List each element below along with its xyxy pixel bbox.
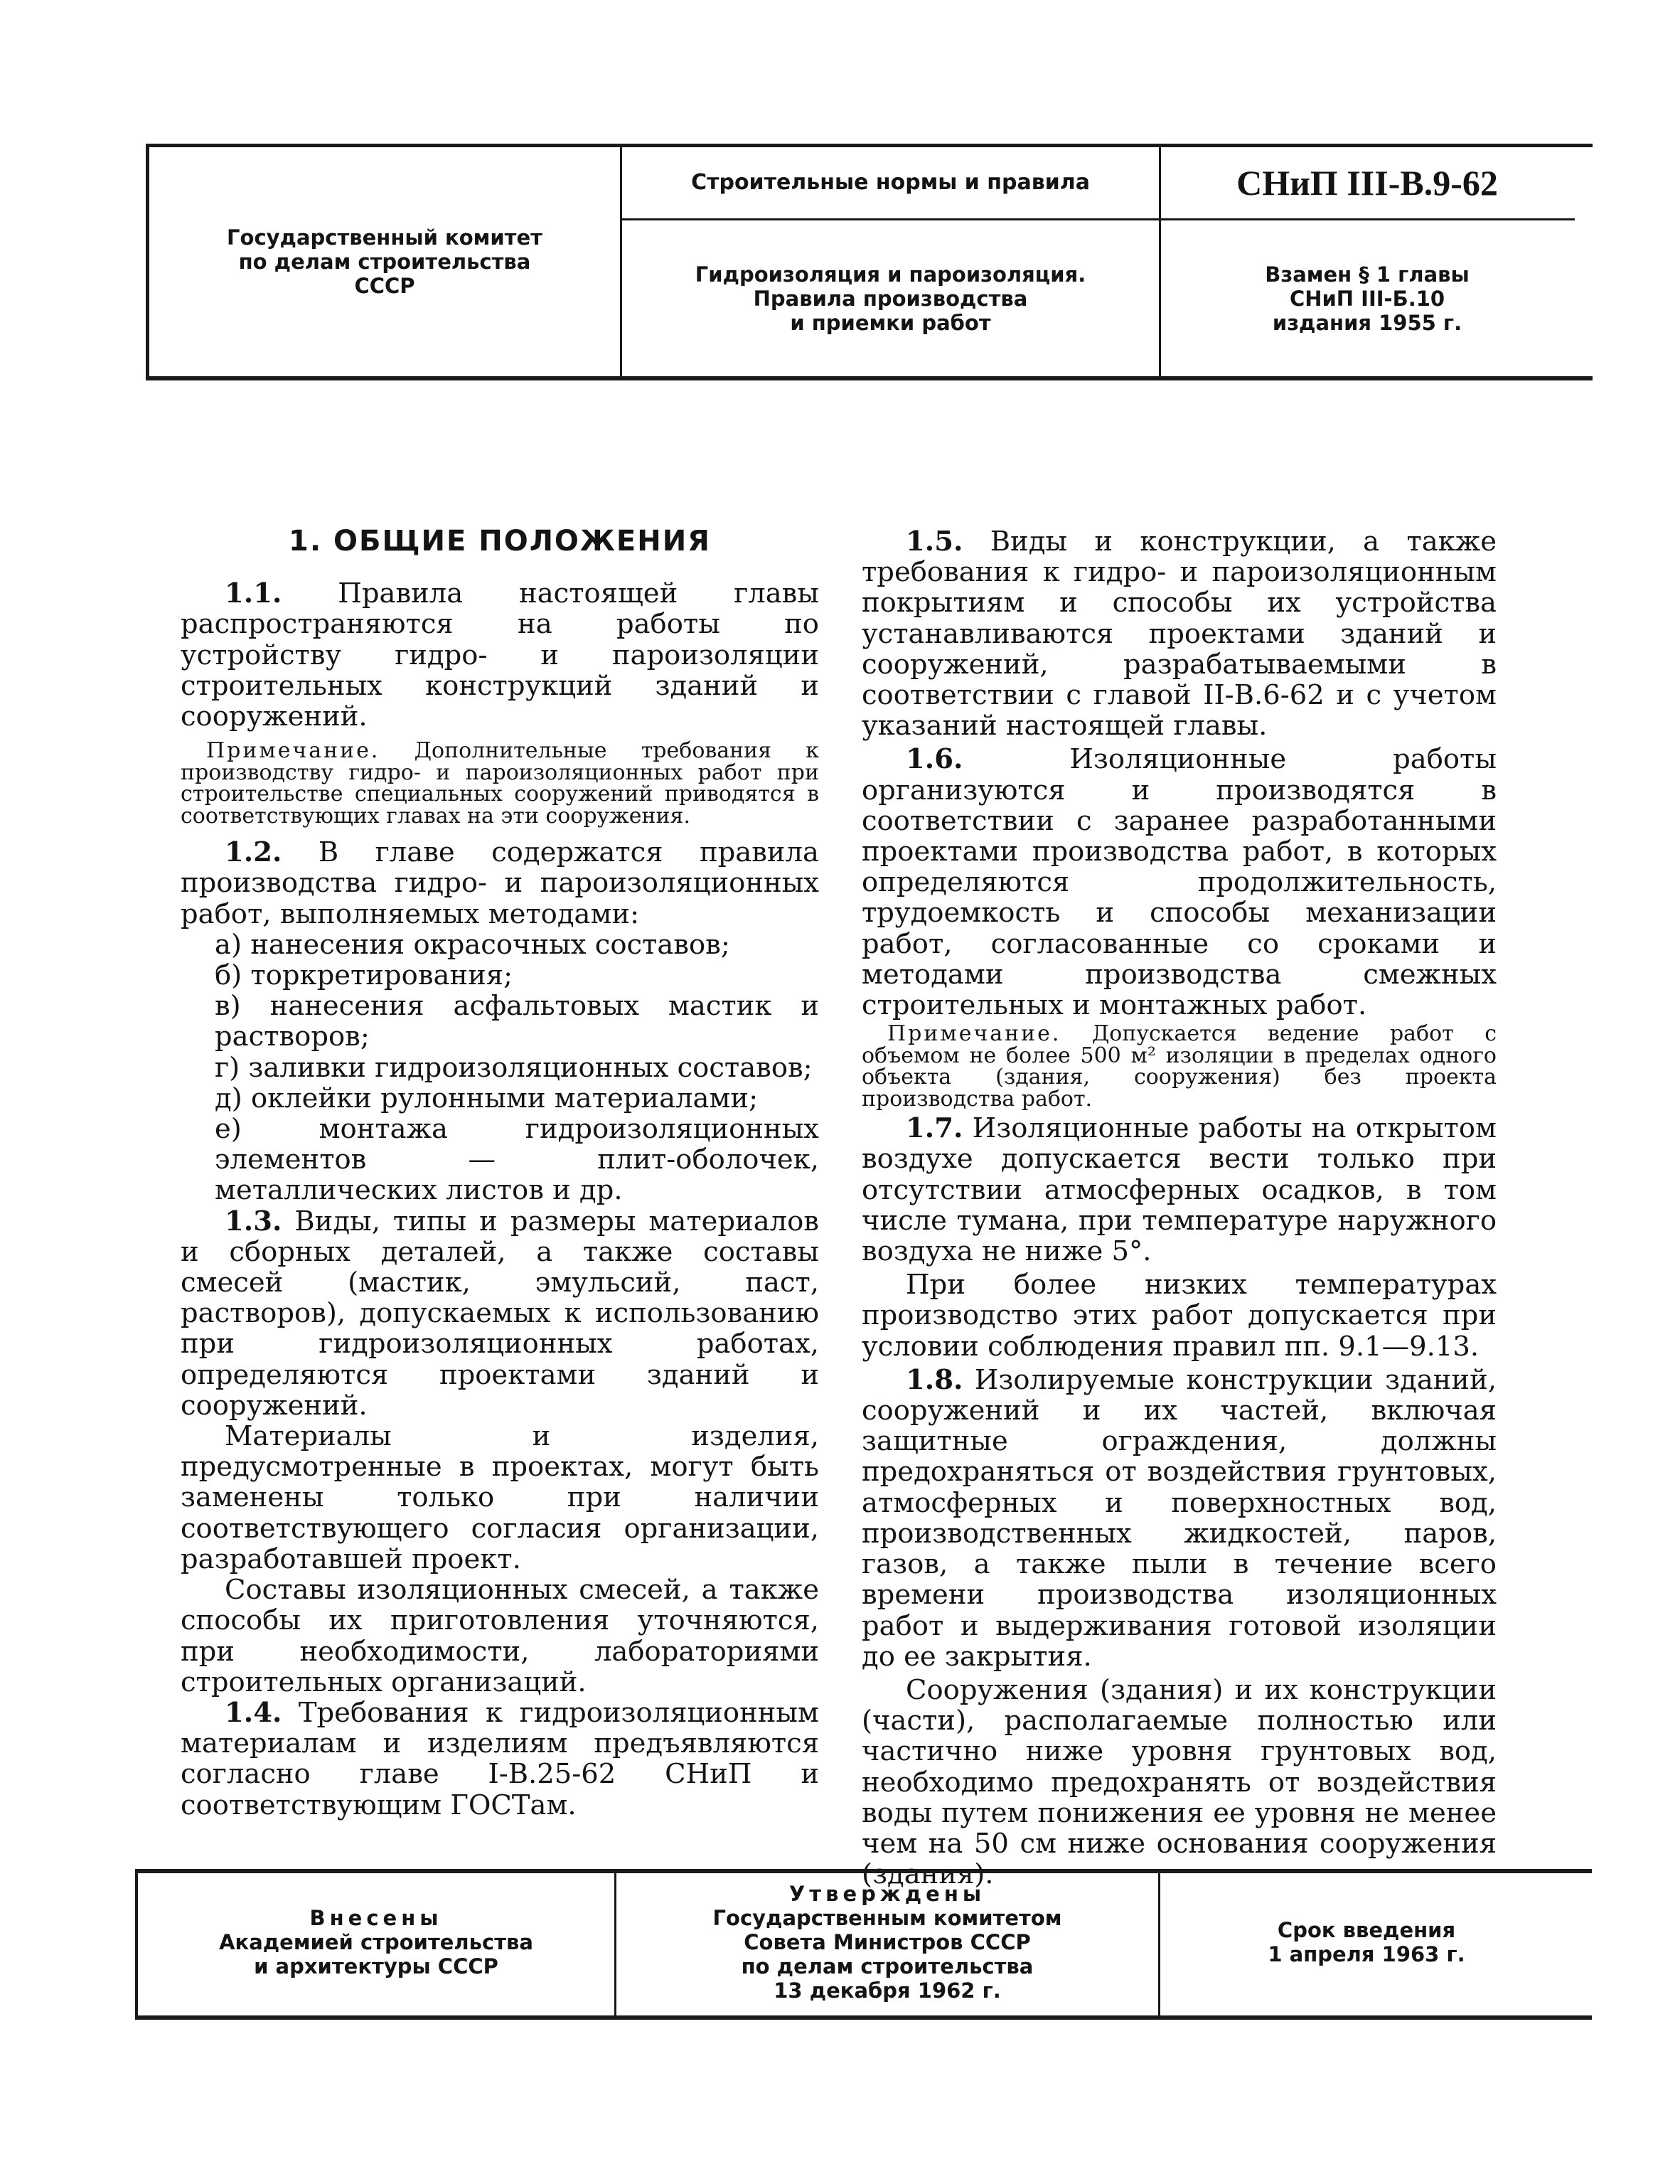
norms-label: Строительные нормы и правила (691, 170, 1090, 195)
effective-date: Срок введения 1 апреля 1963 г. (1268, 1918, 1465, 1966)
list-item: г) заливки гидроизоляционных составов; (215, 1051, 813, 1084)
paragraph-1-1 (181, 578, 819, 732)
list-item: б) торкретирования; (215, 959, 513, 992)
clause-number: 1.5. (906, 526, 963, 558)
paragraph-text: Виды и конструкции, а также требования к гидро- и пароизоляционным покрытиям и способы их устройства устанавливаются проектами зданий и сооружений, разрабатываемыми в соответствии с главой II-В.6-62 и с учетом указаний настоящей главы. (862, 526, 1497, 742)
paragraph-1-7 (862, 1113, 1497, 1267)
submitted-block (138, 1873, 614, 2011)
note-text: Дополнительные требования к производству гидро- и пароизоляционных работ при строительстве специальных сооружений приводятся в соответствующих главах на эти сооружения. (181, 738, 819, 829)
document-code: СНиП III-В.9-62 (1236, 163, 1498, 203)
paragraph-1-3-c: Составы изоляционных смесей, а также способы их приготовления уточняются, при необходимости, лабораториями строительных организаций. (181, 1574, 819, 1698)
paragraph-1-5 (862, 526, 1497, 741)
note-label: Примечание. (887, 1021, 1061, 1047)
paragraph-text: Изоляционные работы на открытом воздухе допускается вести только при отсутствии атмосферных осадков, в том числе тумана, при температуре наружного воздуха не ниже 5°. (862, 1112, 1497, 1268)
approved-label: Утверждены (788, 1882, 986, 1906)
note-2 (862, 1023, 1497, 1110)
paragraph-text: Требования к гидроизоляционным материалам и изделиям предъявляются согласно главе I-В.25-62 СНиП и соответствующим ГОСТам. (181, 1696, 819, 1821)
paragraph-1-8 (862, 1365, 1497, 1672)
note-label: Примечание. (206, 738, 380, 764)
submitted-by: Академией строительства и архитектуры СССР (219, 1930, 533, 1978)
clause-number: 1.1. (225, 577, 282, 610)
list-item: д) оклейки рулонными материалами; (215, 1082, 759, 1114)
document-title: Гидроизоляция и пароизоляция. Правила производства и приемки работ (695, 262, 1086, 335)
document-header (146, 144, 1593, 380)
paragraph-1-8-b: Сооружения (здания) и их конструкции (части), располагаемые полностью или частично ниже уровня грунтовых вод, необходимо предохранять от воздействия воды путем понижения ее уровня не менее чем на 50 см ниже основания сооружения (здания). (862, 1673, 1497, 1891)
paragraph-text: Изолируемые конструкции зданий, сооружений и их частей, включая защитные ограждения, должны предохраняться от воздействия грунтовых, атмосферных и поверхностных вод, производственных жидкостей, паров, газов, а также пыли в течение всего времени производства изоляционных работ и выдерживания готовой изоляции до ее закрытия. (862, 1363, 1497, 1673)
paragraph-1-3-b: Материалы и изделия, предусмотренные в проектах, могут быть заменены только при наличии соответствующего согласия организации, разработавшей проект. (181, 1420, 819, 1575)
clause-number: 1.6. (906, 743, 963, 776)
paragraph-text: Правила настоящей главы распространяются на работы по устройству гидро- и пароизоляции строительных конструкций зданий и сооружений. (181, 577, 819, 733)
paragraph-1-4 (181, 1698, 819, 1821)
paragraph-1-3 (181, 1206, 819, 1421)
clause-number: 1.7. (906, 1112, 963, 1145)
left-column (181, 526, 819, 1821)
clause-number: 1.2. (225, 836, 282, 869)
note-text: Допускается ведение работ с объемом не более 500 м² изоляции в пределах одного объекта (здания, сооружения) без проекта производства работ. (862, 1021, 1497, 1112)
replaces-note: Взамен § 1 главы СНиП III-Б.10 издания 1955 г. (1265, 262, 1470, 335)
note-1 (181, 740, 819, 827)
paragraph-1-2 (181, 837, 819, 929)
paragraph-text: В главе содержатся правила производства гидро- и пароизоляционных работ, выполняемых методами: (181, 836, 819, 930)
document-footer (135, 1869, 1592, 2020)
paragraph-1-7-b: При более низких температурах производство этих работ допускается при условии соблюдения правил пп. 9.1—9.13. (862, 1269, 1497, 1363)
approved-block (616, 1873, 1158, 2011)
section-title: 1. ОБЩИЕ ПОЛОЖЕНИЯ (289, 525, 711, 558)
paragraph-text: Виды, типы и размеры материалов и сборных деталей, а также составы смесей (мастик, эмульсий, паст, растворов), допускаемых к использованию при гидроизоляционных работах, определяются проектами зданий и сооружений. (181, 1205, 819, 1422)
list-item: а) нанесения окрасочных составов; (215, 928, 730, 961)
submitted-label: Внесены (309, 1906, 443, 1930)
paragraph-text: Изоляционные работы организуются и производятся в соответствии с заранее разработанными проектами производства работ, в которых определяются продолжительность, трудоемкость и способы механизации работ, согласованные со сроками и методами производства смежных строительных и монтажных работ. (862, 743, 1497, 1022)
list-item: е) монтажа гидроизоляционных элементов — плит-оболочек, металлических листов и др. (215, 1113, 819, 1207)
clause-number: 1.8. (906, 1363, 963, 1396)
clause-number: 1.4. (225, 1696, 282, 1729)
approved-by: Государственным комитетом Совета Министров СССР по делам строительства 13 декабря 1962 г. (712, 1906, 1062, 2003)
list-item: в) нанесения асфальтовых мастик и растворов; (215, 990, 819, 1053)
clause-number: 1.3. (225, 1205, 282, 1237)
committee-name: Государственный комитет по делам строительства СССР (227, 225, 542, 298)
paragraph-1-6 (862, 744, 1497, 1021)
right-column (862, 526, 1497, 1890)
